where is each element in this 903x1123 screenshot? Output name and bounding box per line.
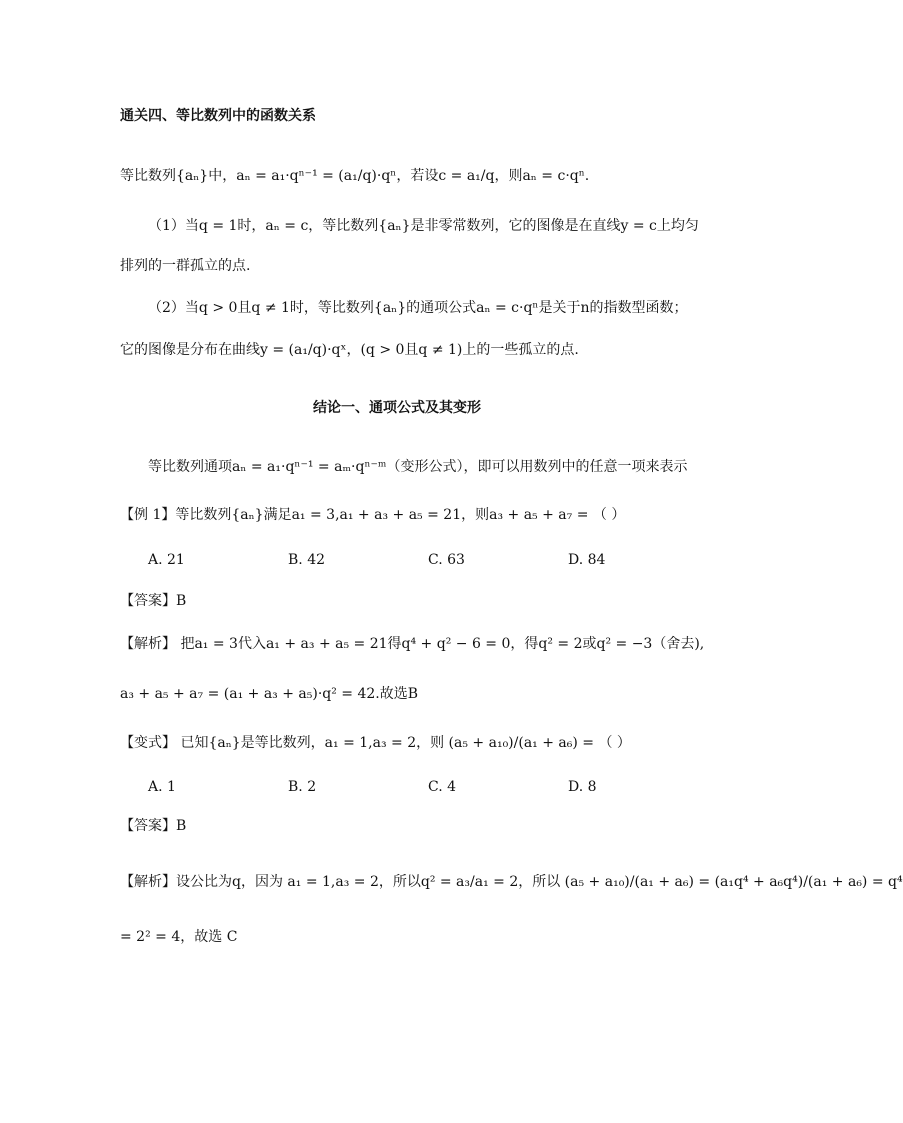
example1-option-a: A. 21 [148,552,185,568]
example1-option-b: B. 42 [288,552,326,568]
example1-answer: 【答案】B [120,593,187,609]
example1-analysis-line2: a₃ + a₅ + a₇ = (a₁ + a₃ + a₅)·q² = 42.故选B [120,686,419,702]
conclusion-text: 等比数列通项aₙ = a₁·qⁿ⁻¹ = aₘ·qⁿ⁻ᵐ（变形公式），即可以用数列中的任意一项来表示 [148,459,688,475]
variant-option-b: B. 2 [288,779,317,795]
intro-text: 等比数列{aₙ}中，aₙ = a₁·qⁿ⁻¹ = (a₁/q)·qⁿ，若设c = a₁/q，则aₙ = c·qⁿ. [120,168,590,184]
variant-analysis-line1: 【解析】设公比为q，因为 a₁ = 1,a₃ = 2，所以q² = a₃/a₁ = 2，所以 (a₅ + a₁₀)/(a₁ + a₆) = (a₁q⁴ + a₆q⁴)/(a₁ + a₆) = q⁴ [120,874,903,890]
variant-analysis-line2: = 2² = 4，故选 C [120,929,238,945]
section-title: 通关四、等比数列中的函数关系 [120,108,316,124]
variant-answer: 【答案】B [120,818,187,834]
variant-option-d: D. 8 [568,779,597,795]
example1-question: 【例 1】等比数列{aₙ}满足a₁ = 3,a₁ + a₃ + a₅ = 21，则a₃ + a₅ + a₇ = （ ） [120,507,626,523]
example1-analysis-line1: 【解析】 把a₁ = 3代入a₁ + a₃ + a₅ = 21得q⁴ + q² − 6 = 0，得q² = 2或q² = −3（舍去), [120,636,705,652]
case2-line2: 它的图像是分布在曲线y = (a₁/q)·qˣ，(q > 0且q ≠ 1)上的一些孤立的点. [120,342,579,358]
variant-question: 【变式】 已知{aₙ}是等比数列，a₁ = 1,a₃ = 2，则 (a₅ + a₁₀)/(a₁ + a₆) = （ ） [120,735,631,751]
variant-option-a: A. 1 [148,779,176,795]
variant-option-c: C. 4 [428,779,457,795]
example1-option-d: D. 84 [568,552,606,568]
case1-line1: （1）当q = 1时，aₙ = c，等比数列{aₙ}是非零常数列，它的图像是在直线y = c上均匀 [148,218,699,234]
conclusion-title: 结论一、通项公式及其变形 [313,400,481,416]
example1-option-c: C. 63 [428,552,465,568]
case2-line1: （2）当q > 0且q ≠ 1时，等比数列{aₙ}的通项公式aₙ = c·qⁿ是关于n的指数型函数； [148,300,688,316]
case1-line2: 排列的一群孤立的点. [120,258,251,274]
